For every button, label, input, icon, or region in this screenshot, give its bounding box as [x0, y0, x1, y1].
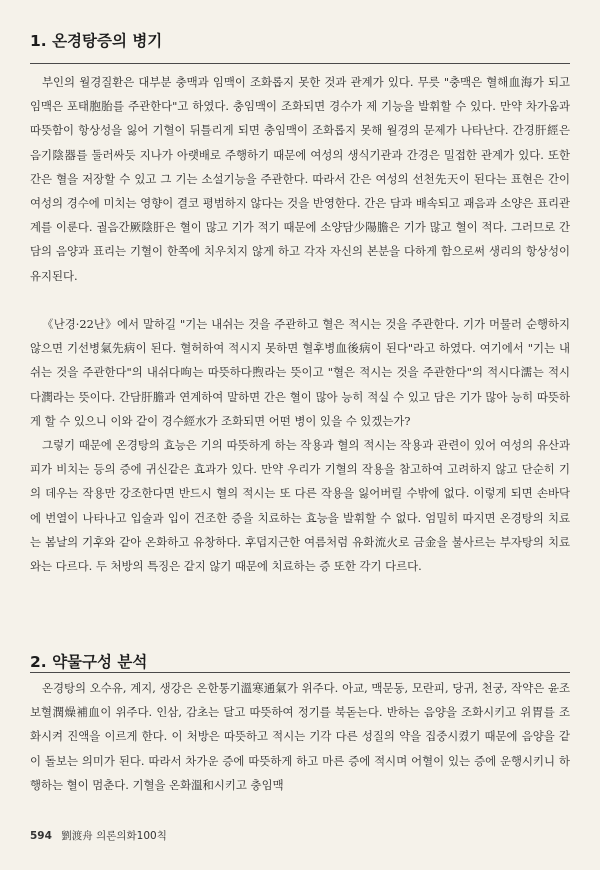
section-1-heading: 1. 온경탕증의 병기: [30, 32, 163, 50]
section-2-heading: 2. 약물구성 분석: [30, 653, 148, 671]
book-title: 劉渡舟 의론의화100칙: [61, 830, 167, 842]
section-1-paragraph-3: 그렇기 때문에 온경탕의 효능은 기의 따뜻하게 하는 작용과 혈의 적시는 작용과 관련이 있어 여성의 유산과 피가 비치는 등의 증에 귀신같은 효과가 있다. 만약 우리가 기혈의 작용을 참고하여 고려하지 않고 단순히 기의 데우는 작용만 강조한다면 반드시 혈의 적시는 또 다른 작용을 잃어버릴 수밖에 없다. 이렇게 되면 손바닥에 번열이 나타나고 입술과 입이 건조한 증을 치료하는 효능을 발휘할 수 없다. 엄밀히 따지면 온경탕의 치료는 봄날의 기후와 같아 온화하고 유창하다. 후덥지근한 여름처럼 유화流火로 금金을 불사르는 부자탕의 치료와는 다르다. 두 처방의 특징은 같지 않기 때문에 치료하는 증 또한 각기 다르다.: [30, 438, 570, 574]
section-1-paragraph-1: 부인의 월경질환은 대부분 충맥과 임맥이 조화롭지 못한 것과 관계가 있다. 무릇 "충맥은 혈해血海가 되고 임맥은 포태胞胎를 주관한다"고 하였다. 충임맥이 조화되면 경수가 제 기능을 발휘할 수 있다. 만약 차가움과 따뜻함이 항상성을 잃어 기혈이 뒤틀리게 되면 충임맥이 조화롭지 못해 월경의 문제가 나타난다. 간경肝經은 음기陰器를 둘러싸듯 지나가 아랫배로 주행하기 때문에 여성의 생식기관과 간경은 밀접한 관계가 있다. 또한 간은 혈을 저장할 수 있고 그 기는 소설기능을 주관한다. 따라서 간은 여성의 선천先天이 된다는 표현은 간이 여성의 경수에 미치는 영향이 결코 평범하지 않다는 것을 반영한다. 간은 담과 배속되고 괘음과 소양은 표리관계를 이룬다. 궐음간厥陰肝은 혈이 많고 기가 적기 때문에 소양담少陽膽은 기가 많고 혈이 적다. 그러므로 간담의 음양과 표리는 기혈이 한쪽에 치우치지 않게 하고 각자 자신의 본분을 다하게 함으로써 생리의 항상성이 유지된다.: [30, 75, 570, 283]
page-number: 594: [30, 830, 52, 842]
section-2-rule: [30, 672, 570, 673]
page-footer: [30, 828, 167, 843]
section-1-rule: [30, 63, 570, 64]
section-1-paragraph-2: 《난경·22난》에서 말하길 "기는 내쉬는 것을 주관하고 혈은 적시는 것을 주관한다. 기가 머물러 순행하지 않으면 기선병氣先病이 된다. 혈허하여 적시지 못하면 혈후병血後病이 된다"라고 하였다. 여기에서 "기는 내쉬는 것을 주관한다"의 내쉬다呴는 따뜻하다煦라는 뜻이고 "혈은 적시는 것을 주관한다"의 적시다濡는 적시다潤라는 뜻이다. 간담肝膽과 연계하여 말하면 간은 혈이 많아 능히 적실 수 있고 담은 기가 많아 능히 따뜻하게 할 수 있으니 이와 같이 경수經水가 조화되면 어떤 병이 있을 수 있겠는가?: [30, 317, 570, 428]
section-2-paragraph-1: 온경탕의 오수유, 계지, 생강은 온한통기溫寒通氣가 위주다. 아교, 맥문동, 모란피, 당귀, 천궁, 작약은 윤조보혈潤燥補血이 위주다. 인삼, 감초는 달고 따뜻하여 정기를 북돋는다. 반하는 음양을 조화시키고 위胃를 조화시켜 진액을 이르게 한다. 이 처방은 따뜻하고 적시는 기각 다른 성질의 약을 집중시켰기 때문에 음양을 같이 돌보는 의미가 된다. 따라서 차가운 증에 따뜻하게 하고 마른 증에 적시며 어혈이 있는 증에 운행시키니 하행하는 혈이 멈춘다. 기혈을 온화溫和시키고 충임맥: [30, 681, 570, 792]
